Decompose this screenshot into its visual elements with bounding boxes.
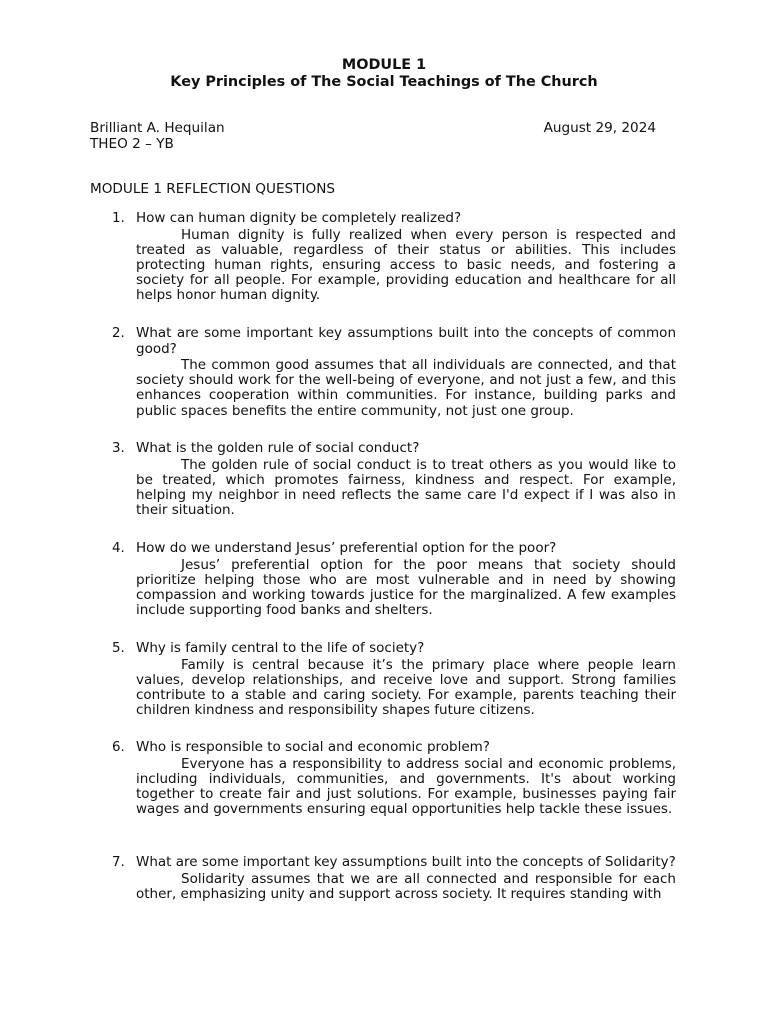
question-number: 4. [112, 541, 125, 556]
question-item [112, 210, 676, 304]
question-item [112, 854, 676, 902]
question-number: 3. [112, 441, 125, 456]
document-subtitle: Key Principles of The Social Teachings of The Church [170, 74, 598, 90]
question-number: 6. [112, 740, 125, 755]
section-heading: MODULE 1 REFLECTION QUESTIONS [90, 181, 335, 197]
question-number: 7. [112, 855, 125, 870]
module-title: MODULE 1 [341, 57, 427, 73]
question-number: 1. [112, 211, 125, 226]
question-text: Who is responsible to social and economic problem? [136, 739, 490, 755]
answer-text: The golden rule of social conduct is to treat others as you would like to be treated, which promotes fairness, kindness and respect. For example, helping my neighbor in need reflects the same care I'd expect if I was also in their situation. [136, 456, 676, 519]
question-number: 5. [112, 641, 125, 656]
question-number: 2. [112, 326, 125, 341]
question-item [112, 540, 676, 619]
answer-text: The common good assumes that all individuals are connected, and that society should work for the well-being of everyone, and not just a few, and this enhances cooperation within communities. For instance, building parks and public spaces benefits the entire community, not just one group. [136, 357, 676, 419]
author-name: Brilliant A. Hequilan [90, 120, 225, 136]
question-text: How do we understand Jesus’ preferential option for the poor? [136, 540, 557, 556]
question-text: What are some important key assumptions built into the concepts of Solidarity? [136, 854, 676, 870]
question-item [112, 739, 676, 818]
answer-text: Jesus’ preferential option for the poor means that society should prioritize helping those who are most vulnerable and in need by showing compassion and working towards justice for the marginalized. A few examples include supporting food banks and shelters. [136, 556, 676, 619]
answer-text: Everyone has a responsibility to address social and economic problems, including individuals, communities, and governments. It's about working together to create fair and just solutions. For example, businesses paying fair wages and governments ensuring equal opportunities help tackle these issues. [136, 755, 676, 818]
document-date: August 29, 2024 [543, 120, 656, 136]
question-item [112, 640, 676, 719]
question-text: What is the golden rule of social conduct? [136, 440, 420, 456]
answer-text: Solidarity assumes that we are all connected and responsible for each other, emphasizing unity and support across society. It requires standing with [136, 870, 676, 902]
question-item [112, 440, 676, 519]
question-item [112, 325, 676, 419]
answer-text: Human dignity is fully realized when every person is respected and treated as valuable, regardless of their status or abilities. This includes protecting human rights, ensuring access to basic needs, and fostering a society for all people. For example, providing education and healthcare for all helps honor human dignity. [136, 226, 676, 304]
question-text: Why is family central to the life of society? [136, 640, 425, 656]
answer-text: Family is central because it’s the primary place where people learn values, develop relationships, and receive love and support. Strong families contribute to a stable and caring society. For example, parents teaching their children kindness and responsibility shapes future citizens. [136, 656, 676, 719]
question-text: What are some important key assumptions built into the concepts of common good? [136, 325, 676, 357]
question-text: How can human dignity be completely realized? [136, 210, 462, 226]
course-code: THEO 2 – YB [90, 136, 174, 152]
